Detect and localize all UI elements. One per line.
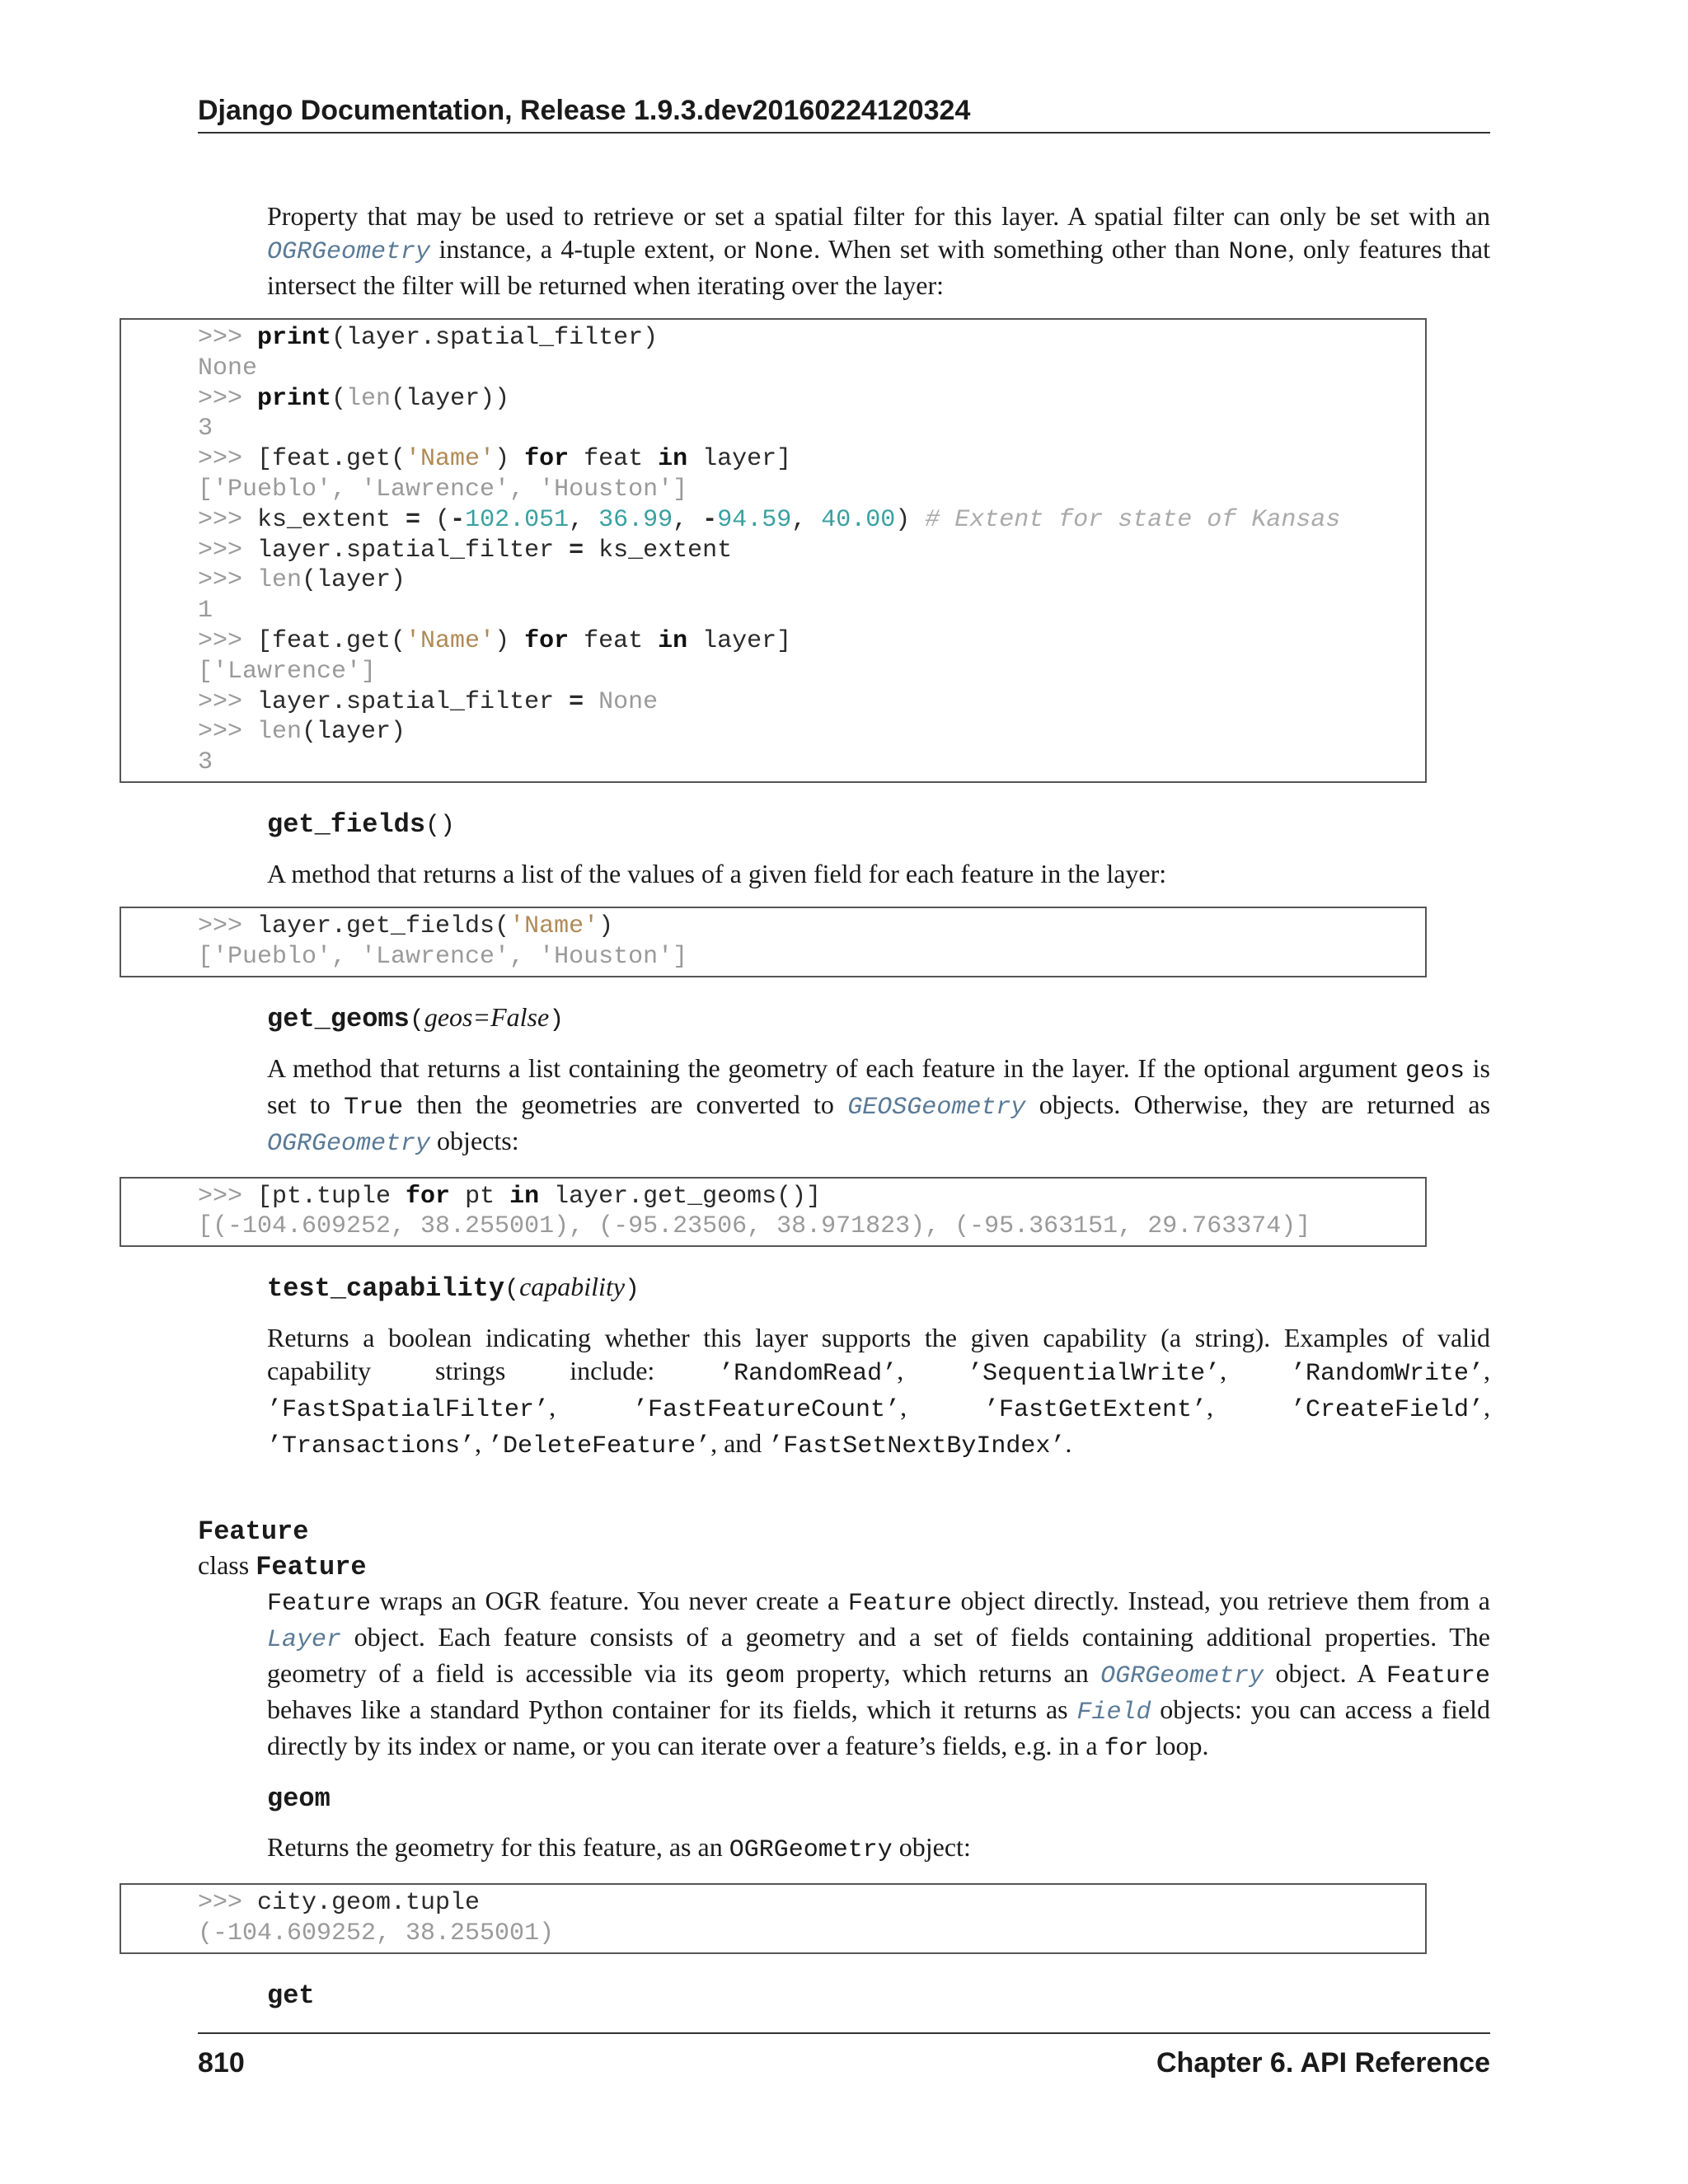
document-title: Django Documentation, Release 1.9.3.dev20160224120324: [198, 95, 971, 126]
field-link[interactable]: Field: [1076, 1699, 1151, 1727]
get-geoms-code-block: >>> [pt.tuple for pt in layer.get_geoms()] [(-104.609252, 38.255001), (-95.23506, 38.971823), (-95.363151, 29.763374)]: [120, 1177, 1427, 1248]
chapter-title: Chapter 6. API Reference: [1156, 2047, 1490, 2079]
geom-description: Returns the geometry for this feature, as an OGRGeometry object:: [267, 1832, 971, 1865]
spatial-filter-description: Property that may be used to retrieve or set a spatial filter for this layer. A spatial filter can only be set with an OGRGeometry instance, a 4-tuple extent, or None. When set with something other than None, only features that intersect the filter will be returned when iterating over the layer:: [267, 201, 1491, 300]
get-signature: get: [267, 1980, 315, 2011]
feature-class-signature: class Feature: [198, 1550, 367, 1583]
spatial-filter-code-block: >>> print(layer.spatial_filter) None >>> print(len(layer)) 3 >>> [feat.get('Name') for feat in layer] ['Pueblo', 'Lawrence', 'Houston'] >>> ks_extent = (-102.051, 36.99, -94.59, 40.00) # Extent for state of Kansas >>> layer.spatial_filter = ks_extent >>> len(layer) 1 >>> [feat.get('Name') for feat in layer] ['Lawrence'] >>> layer.spatial_filter = None >>> len(layer) 3: [120, 318, 1427, 783]
feature-heading: Feature: [198, 1516, 309, 1548]
geom-signature: geom: [267, 1783, 331, 1815]
get-geoms-signature: get_geoms(geos=False): [267, 1001, 565, 1034]
layer-link[interactable]: Layer: [267, 1626, 342, 1655]
get-fields-description: A method that returns a list of the values of a given field for each feature in the layer:: [267, 858, 1167, 888]
get-fields-code-block: >>> layer.get_fields('Name') ['Pueblo', 'Lawrence', 'Houston']: [120, 907, 1427, 977]
feature-description: Feature wraps an OGR feature. You never create a Feature object directly. Instead, you retrieve them from a Layer object. Each feature consists of a geometry and a set of fields containing additional properties. The geometry of a field is accessible via its geom property, which returns an OGRGeometry object. A Feature behaves like a standard Python container for its fields, which it returns as Field objects: you can access a field directly by its index or name, or you can iterate over a feature’s fields, e.g. in a for loop.: [267, 1586, 1491, 1764]
ogrgeometry-link[interactable]: OGRGeometry: [1100, 1662, 1264, 1691]
page-number: 810: [198, 2047, 245, 2079]
get-fields-signature: get_fields(): [267, 808, 456, 840]
page-header: [198, 92, 1490, 134]
page-footer: [198, 2032, 1490, 2079]
page-content: [198, 199, 1490, 2013]
geom-code-block: >>> city.geom.tuple (-104.609252, 38.255001): [120, 1883, 1427, 1954]
test-capability-signature: test_capability(capability): [267, 1272, 640, 1305]
test-capability-description: Returns a boolean indicating whether this layer supports the given capability (a string). Examples of valid capability strings include: ’RandomRead’, ’SequentialWrite’, ’RandomWrite’, ’FastSpatialFilter’, ’FastFeatureCount’, ’FastGetExtent’, ’CreateField’, ’Transactions’, ’DeleteFeature’, and ’FastSetNextByIndex’.: [267, 1323, 1491, 1461]
ogrgeometry-link[interactable]: OGRGeometry: [267, 238, 431, 266]
geosgeometry-link[interactable]: GEOSGeometry: [847, 1093, 1026, 1122]
get-geoms-description: A method that returns a list containing the geometry of each feature in the layer. If the optional argument geos is set to True then the geometries are converted to GEOSGeometry objects. Otherwise, they are returned as OGRGeometry objects:: [267, 1052, 1491, 1158]
ogrgeometry-link[interactable]: OGRGeometry: [267, 1129, 431, 1158]
